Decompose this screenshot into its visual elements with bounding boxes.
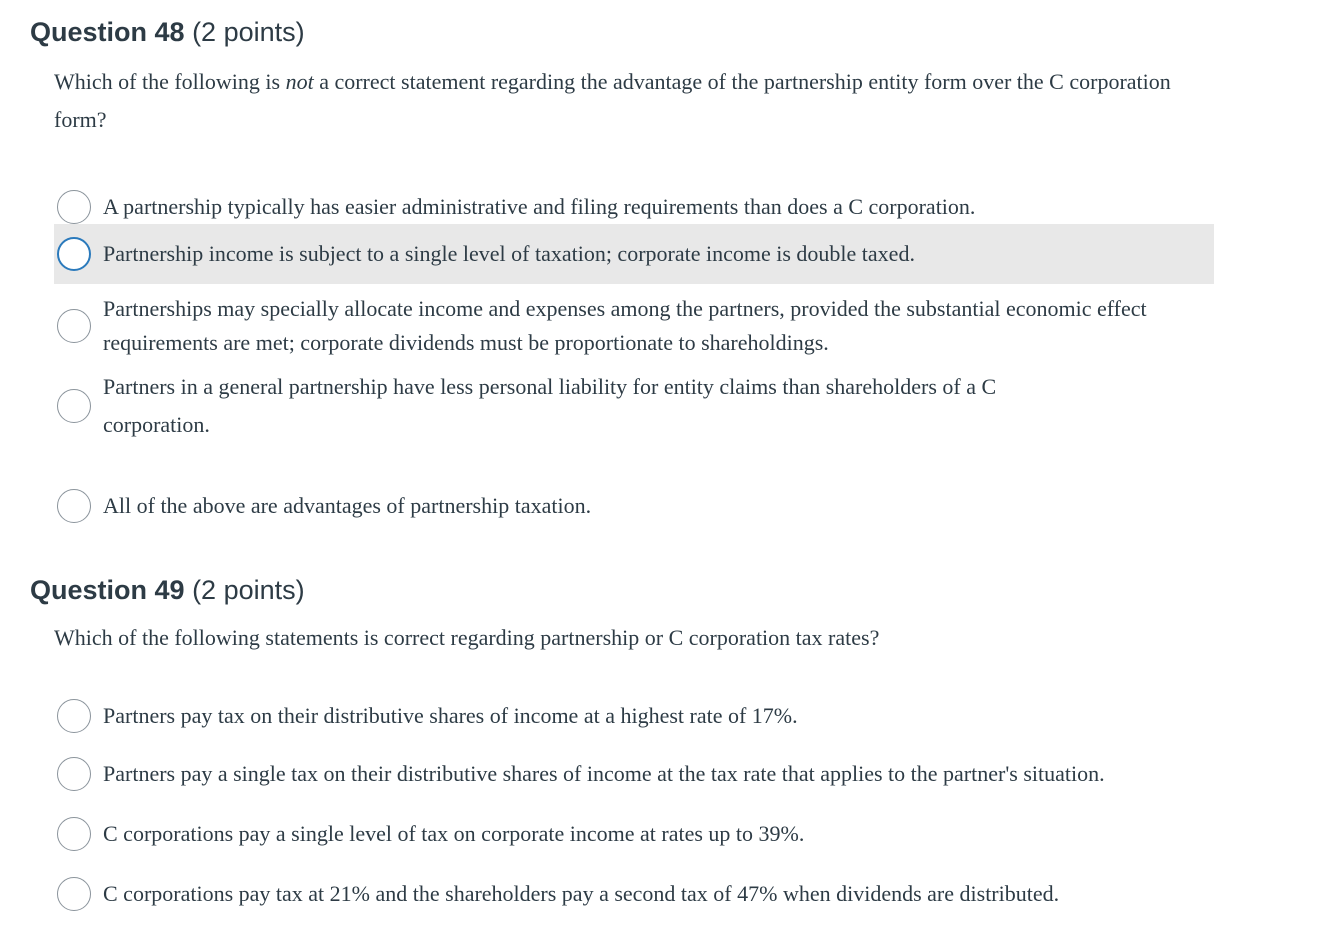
question-points: (2 points) [192, 17, 305, 47]
radio-button[interactable] [57, 190, 91, 224]
radio-button[interactable] [57, 237, 91, 271]
question-points: (2 points) [192, 575, 305, 605]
option-label[interactable]: Partners pay tax on their distributive shares of income at a highest rate of 17%. [103, 703, 798, 728]
question-number: Question 49 [30, 575, 185, 605]
radio-button[interactable] [57, 699, 91, 733]
question-48-text: Which of the following is not a correct statement regarding the advantage of the partnership entity form over the C corporation form? [54, 69, 1171, 132]
radio-button[interactable] [57, 489, 91, 523]
radio-button[interactable] [57, 817, 91, 851]
option-label[interactable]: A partnership typically has easier administrative and filing requirements than does a C corporation. [103, 194, 976, 219]
radio-button[interactable] [57, 757, 91, 791]
question-49-option-d[interactable] [54, 871, 1214, 917]
question-48-option-b[interactable] [54, 224, 1214, 284]
question-48-title [30, 15, 305, 49]
question-49-title [30, 573, 305, 607]
option-label[interactable]: Partners in a general partnership have less personal liability for entity claims than shareholders of a C corporation. [103, 374, 997, 437]
option-label[interactable]: Partnerships may specially allocate income and expenses among the partners, provided the substantial economic effect requirements are met; corporate dividends must be proportionate to shareholdings. [103, 296, 1147, 355]
question-number: Question 48 [30, 17, 185, 47]
question-48-option-d[interactable] [54, 368, 1214, 444]
option-label[interactable]: C corporations pay a single level of tax on corporate income at rates up to 39%. [103, 821, 805, 846]
option-label[interactable]: Partners pay a single tax on their distributive shares of income at the tax rate that applies to the partner's situation. [103, 761, 1105, 786]
option-label[interactable]: C corporations pay tax at 21% and the shareholders pay a second tax of 47% when dividends are distributed. [103, 881, 1060, 906]
question-48-text-rest: a correct statement regarding the advantage of the partnership entity form over the C corporation form? [54, 69, 1171, 132]
question-49-text: Which of the following statements is correct regarding partnership or C corporation tax rates? [54, 625, 880, 650]
question-48-option-e[interactable] [54, 483, 1214, 529]
option-label[interactable]: All of the above are advantages of partnership taxation. [103, 493, 592, 518]
option-label[interactable]: Partnership income is subject to a single level of taxation; corporate income is double taxed. [103, 241, 915, 266]
question-49-option-b[interactable] [54, 751, 1214, 797]
radio-button[interactable] [57, 309, 91, 343]
radio-button[interactable] [57, 877, 91, 911]
radio-button[interactable] [57, 389, 91, 423]
question-48-option-c[interactable] [54, 291, 1214, 361]
question-49-option-c[interactable] [54, 811, 1214, 857]
question-49-option-a[interactable] [54, 693, 1214, 739]
